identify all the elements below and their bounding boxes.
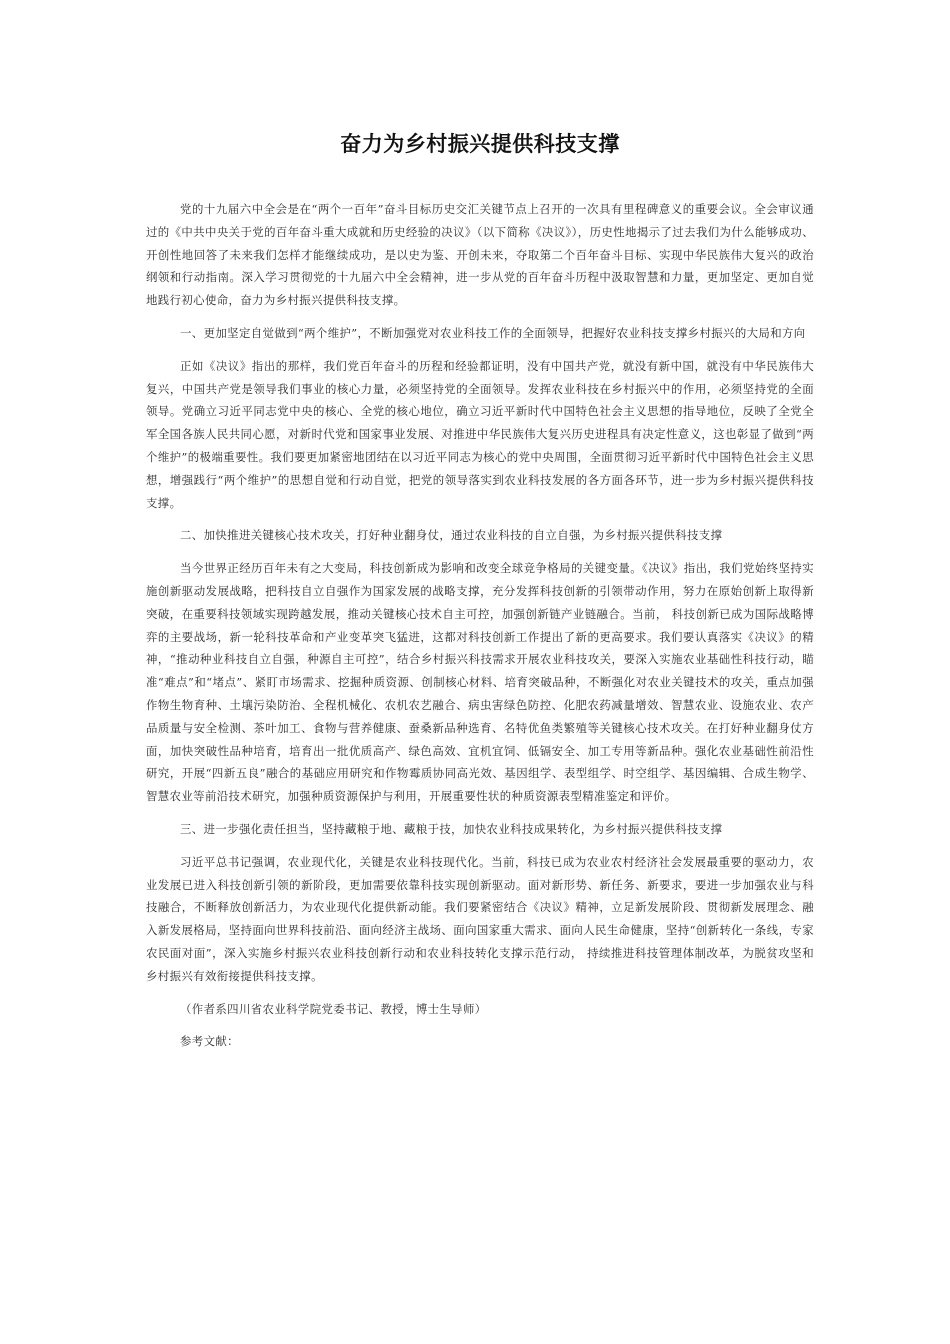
section-1-heading: 一、更加坚定自觉做到“两个维护”，不断加强党对农业科技工作的全面领导，把握好农业科技支撑乡村振兴的大局和方向 xyxy=(180,325,806,340)
section-3-body: 习近平总书记强调，农业现代化，关键是农业科技现代化。当前，科技已成为农业农村经济社会发展最重要的驱动力，农业发展已进入科技创新引领的新阶段，更加需要依靠科技实现创新驱动。面对新形势、新任务、新要求，要进一步加强农业与科技融合，不断释放创新活力，为农业现代化提供新动能。我们要紧密结合《决议》精神，立足新发展阶段、贯彻新发展理念、融入新发展格局，坚持面向世界科技前沿、面向经济主战场、面向国家重大需求、面向人民生命健康，坚持“创新转化一条线，专家农民面对面”，深入实施乡村振兴农业科技创新行动和农业科技转化支撑示范行动， 持续推进科技管理体制改革，为脱贫攻坚和乡村振兴有效衔接提供科技支撑。 xyxy=(146,854,814,983)
section-2-body: 当今世界正经历百年未有之大变局，科技创新成为影响和改变全球竞争格局的关键变量。《决议》指出，我们党始终坚持实施创新驱动发展战略，把科技自立自强作为国家发展的战略支撑，充分发挥科技创新的引领带动作用，努力在原始创新上取得新突破，在重要科技领域实现跨越发展，推动关键核心技术自主可控，加强创新链产业链融合。当前， 科技创新已成为国际战略博弈的主要战场，新一轮科技革命和产业变革突飞猛进，这都对科技创新工作提出了新的更高要求。我们要认真落实《决议》的精神，“推动种业科技自立自强，种源自主可控”，结合乡村振兴科技需求开展农业科技攻关，要深入实施农业基础性科技行动，瞄准“难点”和“堵点”、紧盯市场需求、挖掘种质资源、创制核心材料、培育突破品种，不断强化对农业关键技术的攻关，重点加强作物生物育种、土壤污染防治、全程机械化、农机农艺融合、病虫害绿色防控、化肥农药减量增效、智慧农业、设施农业、农产品质量与安全检测、茶叶加工、食物与营养健康、蚕桑新品种选育、名特优鱼类繁殖等关键核心技术攻关。在打好种业翻身仗方面，加快突破性品种培育，培育出一批优质高产、绿色高效、宜机宜饲、低镉安全、加工专用等新品种。强化农业基础性前沿性研究，开展“四新五良”融合的基础应用研究和作物霉质协同高光效、基因组学、表型组学、时空组学、基因编辑、合成生物学、智慧农业等前沿技术研究，加强种质资源保护与利用，开展重要性状的种质资源表型精准鉴定和评价。 xyxy=(146,561,814,804)
document-title: 奋力为乡村振兴提供科技支撑 xyxy=(340,132,620,156)
references-label: 参考文献： xyxy=(180,1034,239,1049)
document-page xyxy=(146,128,814,1053)
section-1-body: 正如《决议》指出的那样，我们党百年奋斗的历程和经验都证明，没有中国共产党，就没有新中国，就没有中华民族伟大复兴，中国共产党是领导我们事业的核心力量，必须坚持党的全面领导。发挥农业科技在乡村振兴中的作用，必须坚持党的全面领导。党确立习近平同志党中央的核心、全党的核心地位，确立习近平新时代中国特色社会主义思想的指导地位，反映了全党全军全国各族人民共同心愿，对新时代党和国家事业发展、对推进中华民族伟大复兴历史进程具有决定性意义，这也彰显了做到“两个维护”的极端重要性。我们要更加紧密地团结在以习近平同志为核心的党中央周围，全面贯彻习近平新时代中国特色社会主义思想，增强践行“两个维护”的思想自觉和行动自觉，把党的领导落实到农业科技发展的各方面各环节，进一步为乡村振兴提供科技支撑。 xyxy=(146,358,814,510)
author-note: （作者系四川省农业科学院党委书记、教授，博士生导师） xyxy=(180,1001,487,1016)
intro-paragraph: 党的十九届六中全会是在“两个一百年”奋斗目标历史交汇关键节点上召开的一次具有里程碑意义的重要会议。全会审议通过的《中共中央关于党的百年奋斗重大成就和历史经验的决议》（以下简称《决议》），历史性地揭示了过去我们为什么能够成功、开创性地回答了未来我们怎样才能继续成功，是以史为鉴、开创未来，夺取第二个百年奋斗目标、实现中华民族伟大复兴的政治纲领和行动指南。深入学习贯彻党的十九届六中全会精神，进一步从党的百年奋斗历程中汲取智慧和力量，更加坚定、更加自觉地践行初心使命，奋力为乡村振兴提供科技支撑。 xyxy=(146,202,814,308)
section-3-heading: 三、进一步强化责任担当，坚持藏粮于地、藏粮于技，加快农业科技成果转化，为乡村振兴提供科技支撑 xyxy=(180,821,723,836)
section-2-heading: 二、加快推进关键核心技术攻关，打好种业翻身仗，通过农业科技的自立自强，为乡村振兴提供科技支撑 xyxy=(180,528,723,543)
